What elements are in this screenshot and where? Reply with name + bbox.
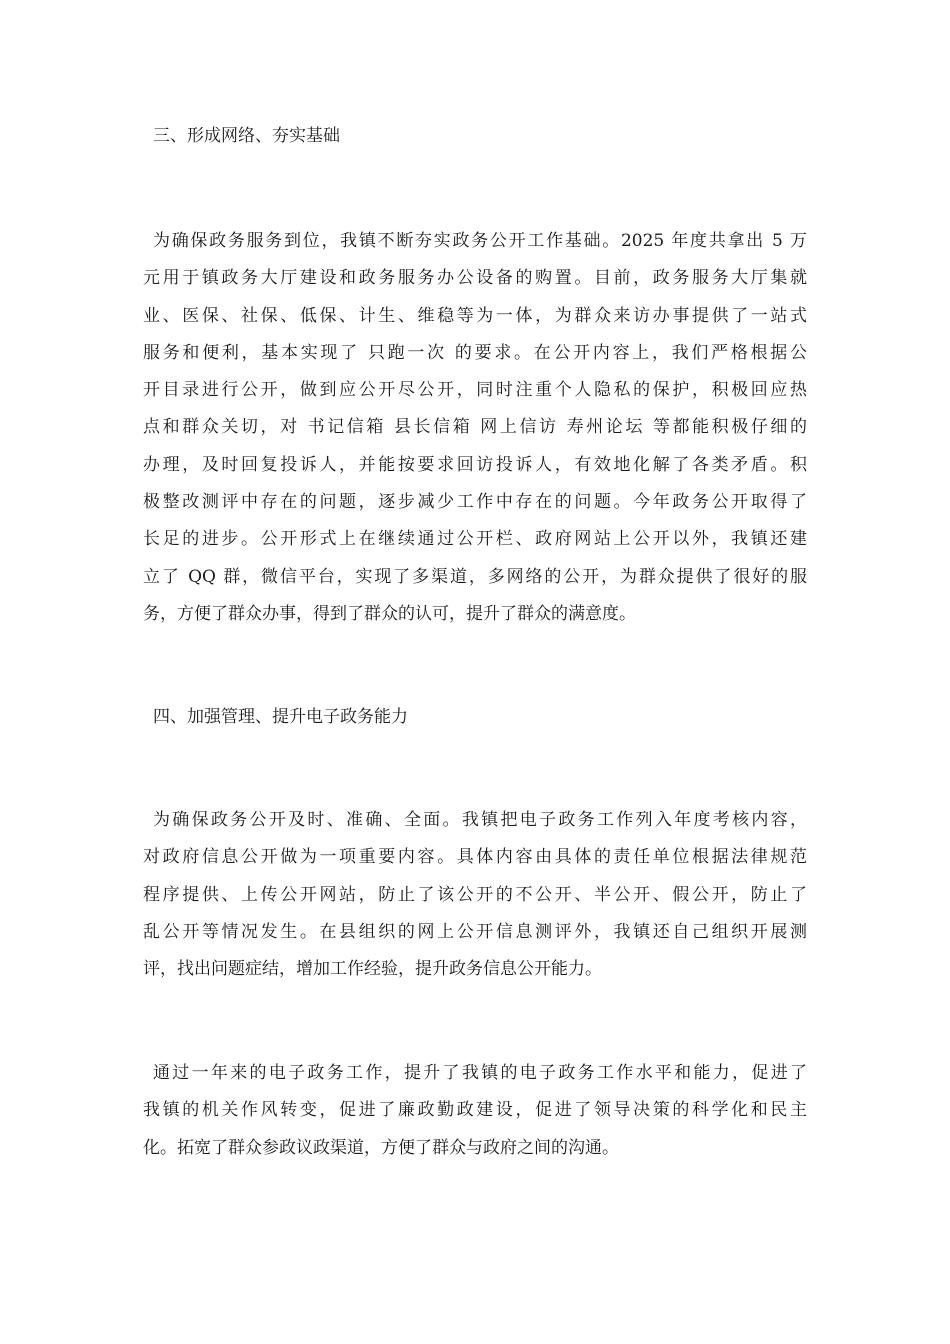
paragraph-line: 对政府信息公开做为一项重要内容。具体内容由具体的责任单位根据法律规范 bbox=[143, 847, 807, 868]
paragraph-line: 极整改测评中存在的问题，逐步减少工作中存在的问题。今年政务公开取得了 bbox=[143, 492, 807, 513]
section-4-heading: 四、加强管理、提升电子政务能力 bbox=[153, 707, 408, 727]
paragraph-line: 为确保政务公开及时、准确、全面。我镇把电子政务工作列入年度考核内容， bbox=[153, 810, 807, 830]
paragraph-line: 乱公开等情况发生。在县组织的网上公开信息测评外，我镇还自己组织开展测 bbox=[143, 921, 807, 942]
paragraph-line: 服务和便利，基本实现了 只跑一次 的要求。在公开内容上，我们严格根据公 bbox=[143, 342, 807, 363]
paragraph-line: 办理，及时回复投诉人，并能按要求回访投诉人，有效地化解了各类矛盾。积 bbox=[143, 454, 807, 475]
paragraph-line: 通过一年来的电子政务工作，提升了我镇的电子政务工作水平和能力，促进了 bbox=[153, 1063, 807, 1083]
paragraph-line: 我镇的机关作风转变，促进了廉政勤政建设，促进了领导决策的科学化和民主 bbox=[143, 1100, 807, 1121]
paragraph-line: 为确保政务服务到位，我镇不断夯实政务公开工作基础。2025 年度共拿出 5 万 bbox=[153, 231, 807, 251]
paragraph-line: 元用于镇政务大厅建设和政务服务办公设备的购置。目前，政务服务大厅集就 bbox=[143, 268, 807, 289]
section-4-paragraph bbox=[143, 802, 807, 988]
paragraph-line: 程序提供、上传公开网站，防止了该公开的不公开、半公开、假公开，防止了 bbox=[143, 884, 807, 905]
paragraph-line: 评，找出问题症结，增加工作经验，提升政务信息公开能力。 bbox=[143, 959, 602, 980]
conclusion-paragraph bbox=[143, 1055, 807, 1167]
section-3-heading: 三、形成网络、夯实基础 bbox=[153, 126, 340, 146]
paragraph-line: 务，方便了群众办事，得到了群众的认可，提升了群众的满意度。 bbox=[143, 603, 636, 624]
section-3-paragraph bbox=[143, 223, 807, 633]
paragraph-line: 点和群众关切，对 书记信箱 县长信箱 网上信访 寿州论坛 等都能积极仔细的 bbox=[143, 417, 807, 438]
paragraph-line: 化。拓宽了群众参政议政渠道，方便了群众与政府之间的沟通。 bbox=[143, 1137, 619, 1158]
paragraph-line: 业、医保、社保、低保、计生、维稳等为一体，为群众来访办事提供了一站式 bbox=[143, 305, 807, 326]
paragraph-line: 开目录进行公开，做到应公开尽公开，同时注重个人隐私的保护，积极回应热 bbox=[143, 380, 807, 401]
paragraph-line: 长足的进步。公开形式上在继续通过公开栏、政府网站上公开以外，我镇还建 bbox=[143, 529, 807, 550]
paragraph-line: 立了 QQ 群，微信平台，实现了多渠道，多网络的公开，为群众提供了很好的服 bbox=[143, 566, 807, 587]
